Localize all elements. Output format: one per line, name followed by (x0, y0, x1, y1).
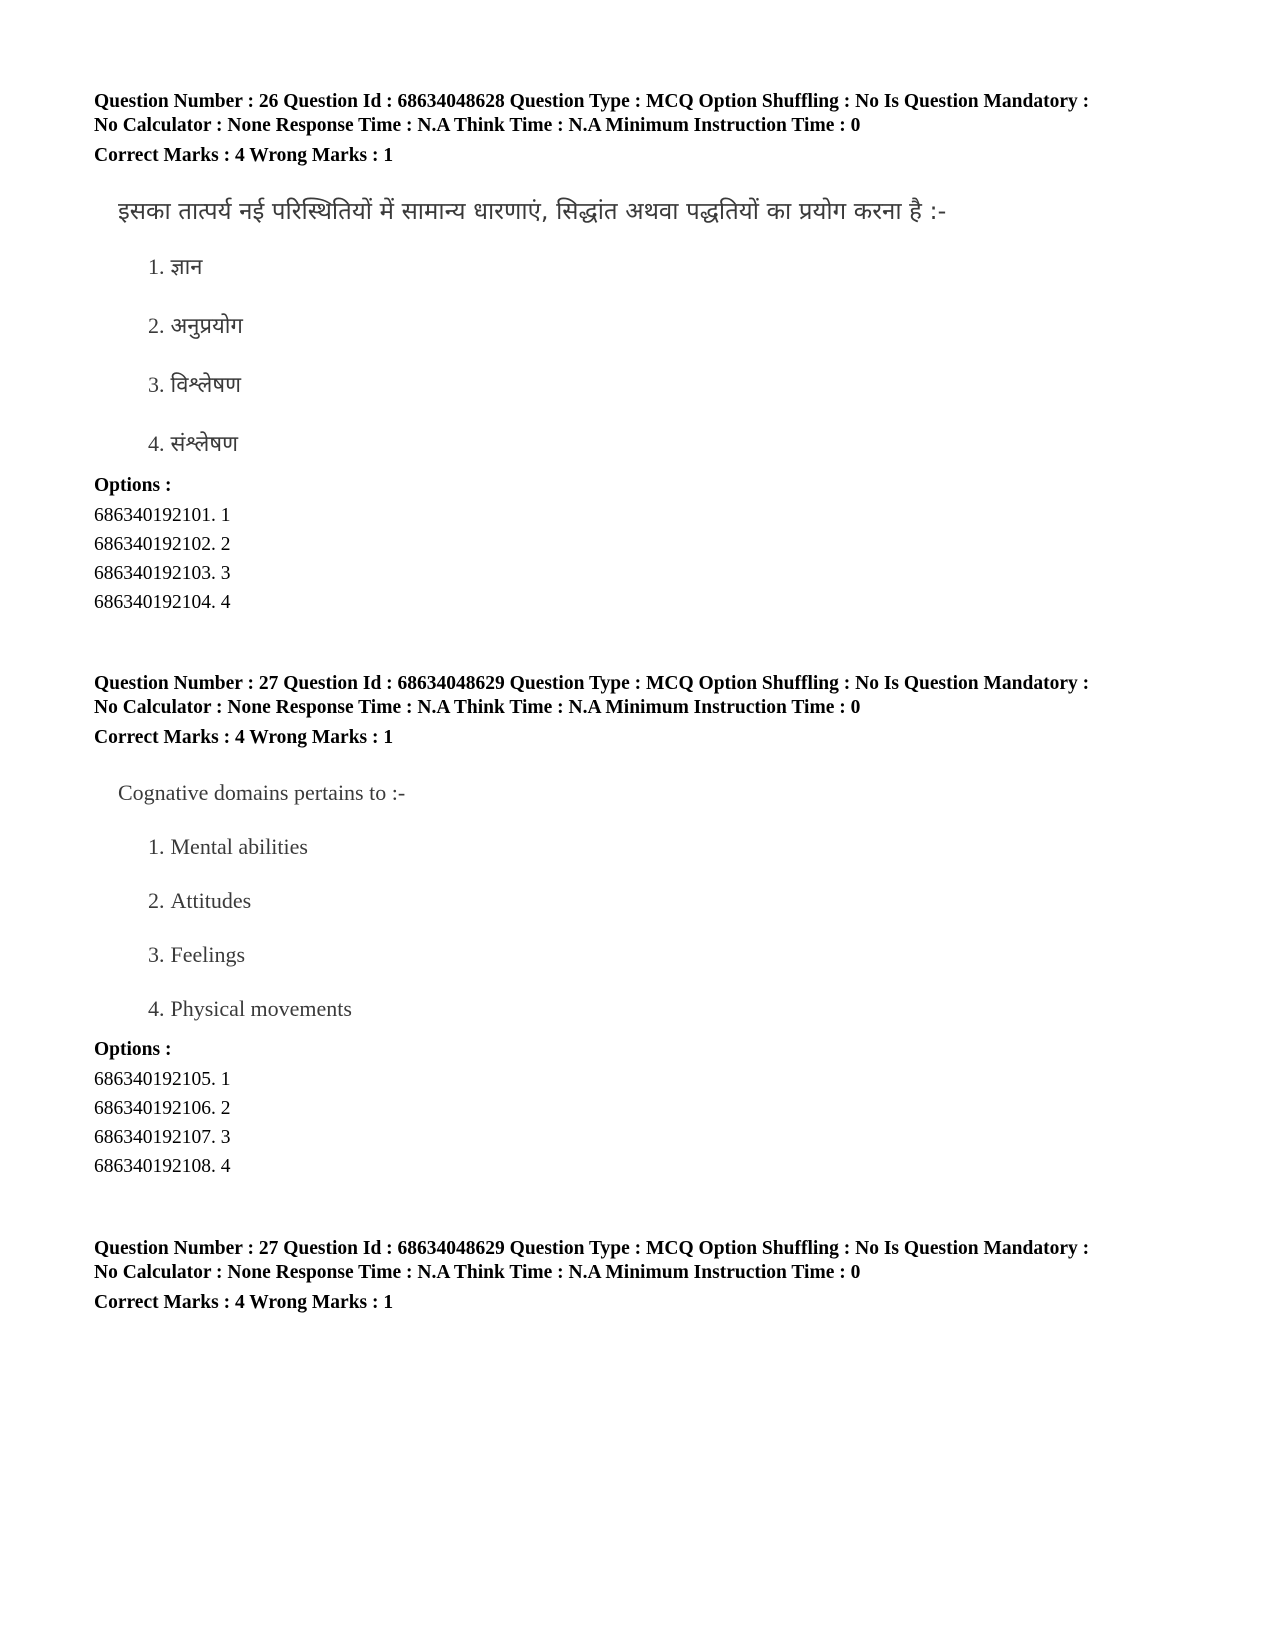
choice-number: 3. (148, 372, 165, 397)
question-meta-line-2: No Calculator : None Response Time : N.A Think Time : N.A Minimum Instruction Time : 0 (94, 1262, 861, 1283)
question-meta-line-2: No Calculator : None Response Time : N.A Think Time : N.A Minimum Instruction Time : 0 (94, 697, 861, 718)
question-27 (94, 672, 1214, 1181)
choice-text: Physical movements (170, 996, 352, 1021)
question-26 (94, 90, 1214, 617)
question-stem-image (118, 778, 1214, 1024)
option-item: 686340192108. 4 (94, 1156, 231, 1177)
choice-number: 1. (148, 834, 165, 859)
choice-1 (148, 252, 1214, 283)
choice-3 (148, 370, 1214, 401)
choice-number: 2. (148, 313, 165, 338)
choice-number: 4. (148, 996, 165, 1021)
choice-1 (148, 832, 1214, 862)
option-item: 686340192107. 3 (94, 1127, 231, 1148)
choice-number: 2. (148, 888, 165, 913)
choice-3 (148, 940, 1214, 970)
choice-4 (148, 429, 1214, 460)
options-section (94, 1038, 1214, 1181)
question-stem: Cognative domains pertains to :- (118, 780, 406, 805)
choice-2 (148, 311, 1214, 342)
choice-number: 4. (148, 431, 165, 456)
option-item: 686340192101. 1 (94, 505, 231, 526)
question-27-repeat (94, 1237, 1214, 1315)
choice-text: अनुप्रयोग (170, 314, 243, 339)
choice-text: संश्लेषण (170, 432, 238, 457)
option-item: 686340192102. 2 (94, 534, 231, 555)
question-marks: Correct Marks : 4 Wrong Marks : 1 (94, 727, 394, 748)
question-stem-image (118, 196, 1214, 460)
option-item: 686340192106. 2 (94, 1098, 231, 1119)
choice-2 (148, 886, 1214, 916)
question-marks: Correct Marks : 4 Wrong Marks : 1 (94, 1292, 394, 1313)
question-meta-line-2: No Calculator : None Response Time : N.A Think Time : N.A Minimum Instruction Time : 0 (94, 115, 861, 136)
option-item: 686340192104. 4 (94, 592, 231, 613)
question-marks: Correct Marks : 4 Wrong Marks : 1 (94, 145, 394, 166)
options-list (94, 1065, 1214, 1181)
choice-text: Attitudes (170, 888, 252, 913)
choice-text: Mental abilities (170, 834, 308, 859)
options-list (94, 501, 1214, 617)
choice-text: ज्ञान (170, 255, 203, 280)
choice-number: 1. (148, 254, 165, 279)
options-label: Options : (94, 475, 172, 496)
choice-4 (148, 994, 1214, 1024)
question-meta-line-1: Question Number : 27 Question Id : 68634048629 Question Type : MCQ Option Shuffling : No Is Question Mandatory : (94, 1238, 1090, 1259)
question-stem: इसका तात्पर्य नई परिस्थितियों में सामान्य धारणाएं, सिद्धांत अथवा पद्धतियों का प्रयोग करना है :- (118, 197, 947, 225)
question-meta-line-1: Question Number : 27 Question Id : 68634048629 Question Type : MCQ Option Shuffling : No Is Question Mandatory : (94, 673, 1090, 694)
options-label: Options : (94, 1039, 172, 1060)
question-meta-line-1: Question Number : 26 Question Id : 68634048628 Question Type : MCQ Option Shuffling : No Is Question Mandatory : (94, 91, 1090, 112)
options-section (94, 474, 1214, 617)
choice-text: विश्लेषण (170, 373, 242, 398)
choice-number: 3. (148, 942, 165, 967)
option-item: 686340192105. 1 (94, 1069, 231, 1090)
option-item: 686340192103. 3 (94, 563, 231, 584)
choice-text: Feelings (170, 942, 246, 967)
